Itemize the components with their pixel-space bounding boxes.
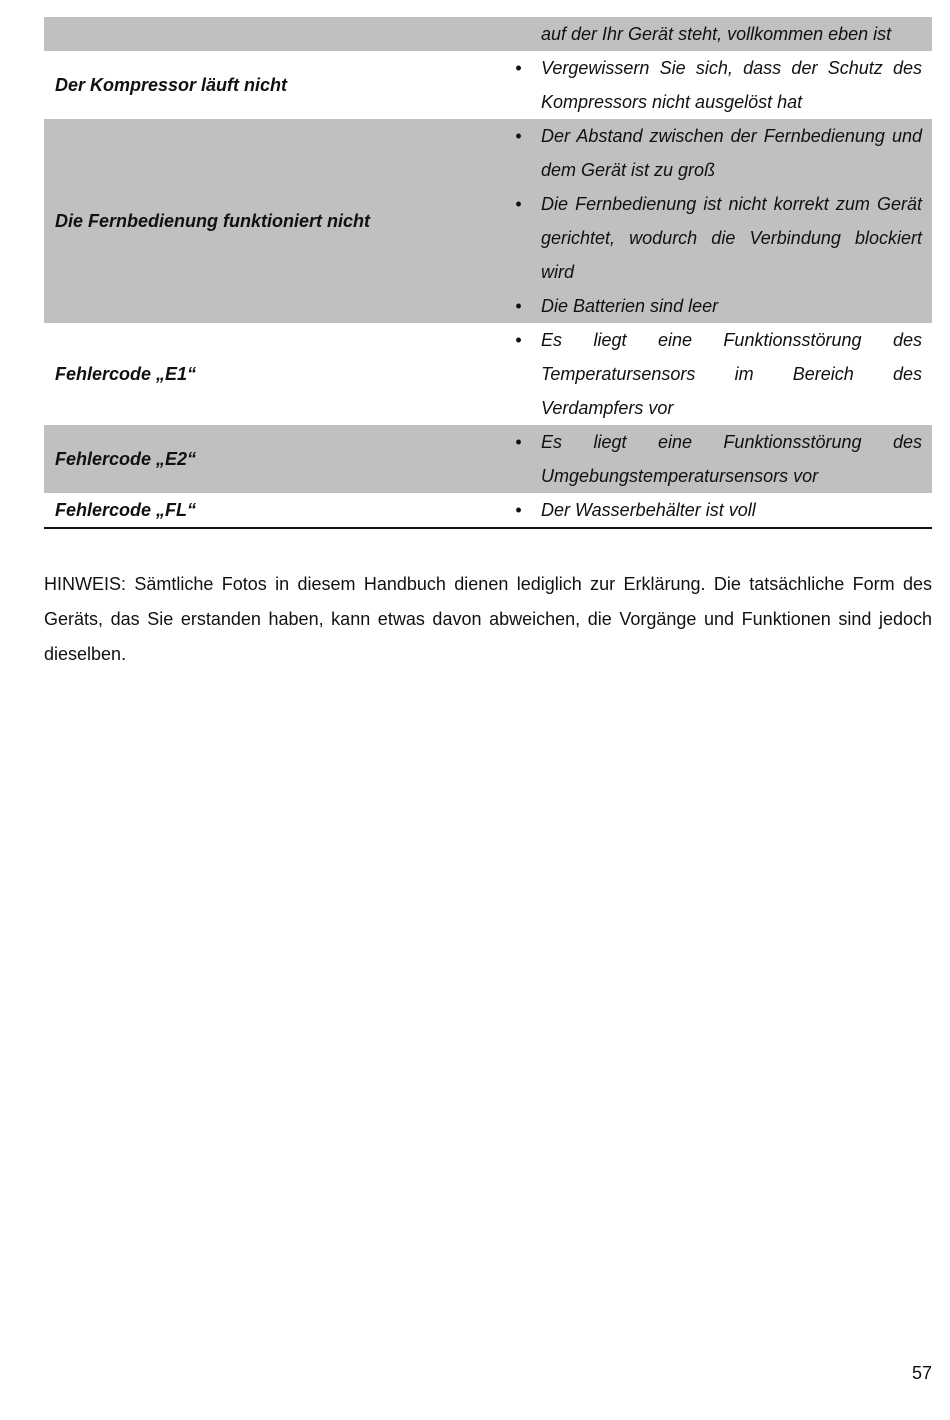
- solutions-cell: [496, 493, 932, 527]
- table-row-continuation: [44, 17, 932, 51]
- page-number: 57: [911, 1363, 932, 1383]
- table-row: [44, 119, 932, 323]
- cause-cell-empty: [44, 17, 496, 51]
- solution-text: Der Abstand zwischen der Fernbedienung und dem Gerät ist zu groß: [541, 126, 922, 180]
- bullet-icon: •: [515, 194, 522, 214]
- solutions-cell: [496, 425, 932, 493]
- note-paragraph: HINWEIS: Sämtliche Fotos in diesem Handbuch dienen lediglich zur Erklärung. Die tatsächliche Form des Geräts, das Sie erstanden haben, kann etwas davon abweichen, die Vorgänge und Funktionen sind jedoch dieselben.: [44, 574, 932, 664]
- cause-cell: Der Kompressor läuft nicht: [55, 75, 288, 95]
- solution-text: Es liegt eine Funktionsstörung des Temperatursensors im Bereich des Verdampfers vor: [541, 330, 922, 418]
- table-row: [44, 323, 932, 425]
- bullet-icon: •: [515, 296, 522, 316]
- solutions-cell: [496, 323, 932, 425]
- solution-text: Die Fernbedienung ist nicht korrekt zum Gerät gerichtet, wodurch die Verbindung blockiert wird: [541, 194, 922, 282]
- troubleshooting-table: [44, 17, 932, 529]
- cause-cell: Die Fernbedienung funktioniert nicht: [55, 211, 370, 231]
- bullet-icon: •: [515, 432, 522, 452]
- bullet-icon: •: [515, 500, 522, 520]
- solution-text: Der Wasserbehälter ist voll: [541, 500, 756, 520]
- solutions-cell: [496, 17, 932, 51]
- cause-cell: Fehlercode „E2“: [55, 449, 197, 469]
- table-row: [44, 425, 932, 493]
- solutions-cell: [496, 51, 932, 119]
- table-row: [44, 51, 932, 119]
- bullet-icon: •: [515, 126, 522, 146]
- solution-text: auf der Ihr Gerät steht, vollkommen eben ist: [541, 24, 892, 44]
- cause-cell: Fehlercode „FL“: [55, 500, 197, 520]
- solution-text: Die Batterien sind leer: [541, 296, 719, 316]
- table-row: [44, 493, 932, 527]
- bullet-icon: •: [515, 58, 522, 78]
- bullet-icon: •: [515, 330, 522, 350]
- cause-cell: Fehlercode „E1“: [55, 364, 197, 384]
- solution-text: Es liegt eine Funktionsstörung des Umgebungstemperatursensors vor: [541, 432, 922, 486]
- solution-text: Vergewissern Sie sich, dass der Schutz des Kompressors nicht ausgelöst hat: [541, 58, 922, 112]
- solutions-cell: [496, 119, 932, 323]
